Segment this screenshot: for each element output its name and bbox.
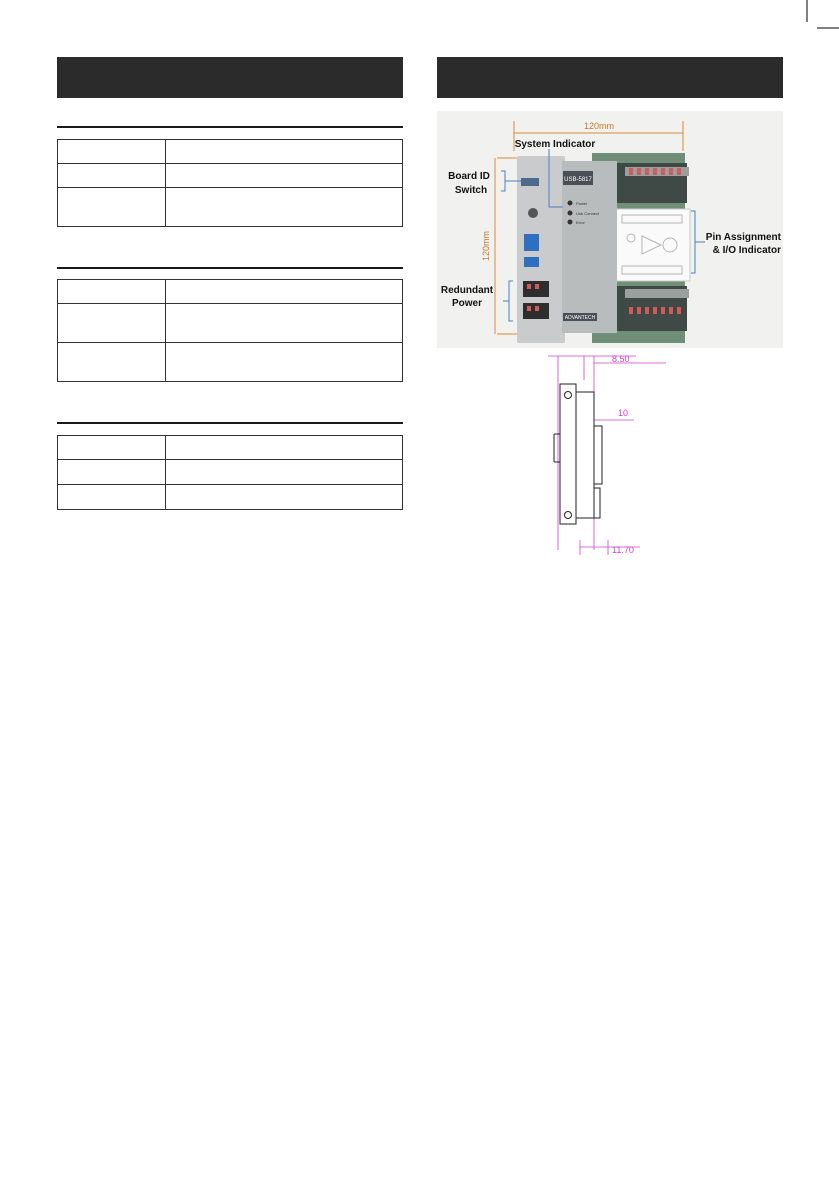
side-view-drawing [536, 350, 676, 562]
device-photo [437, 111, 783, 348]
dimension-label: 10 [618, 408, 629, 418]
board-id-label-2: Switch [454, 185, 488, 196]
redundant-power-label-2: Power [451, 298, 483, 309]
dimension-label: 8.50 [612, 354, 630, 364]
spec-table-3 [57, 435, 403, 510]
table-row [58, 188, 403, 227]
section-header-left [57, 57, 403, 98]
table-row [58, 140, 403, 164]
redundant-power-label: Redundant [440, 285, 494, 296]
dimension-label: 11.70 [612, 545, 634, 555]
pin-assignment-label-2: & I/O Indicator [712, 245, 781, 256]
table-row [58, 485, 403, 510]
spec-table-1 [57, 139, 403, 227]
table-rule [57, 126, 403, 128]
led-error-label: Error [576, 220, 585, 225]
table-rule [57, 422, 403, 424]
width-dimension: 120mm [583, 121, 615, 131]
table-row [58, 343, 403, 382]
led-usb-label: Usb Connect [576, 211, 600, 216]
system-indicator-label: System Indicator [514, 139, 596, 150]
height-dimension: 120mm [481, 230, 491, 262]
pin-assignment-label: Pin Assignment [705, 232, 781, 243]
crop-mark [797, 0, 839, 38]
table-row [58, 460, 403, 485]
brand-logo: ADVANTECH [564, 315, 596, 321]
device-model-label: USB-5817 [564, 177, 592, 183]
table-row [58, 436, 403, 460]
led-power-label: Power [576, 201, 588, 206]
section-header-right [437, 57, 783, 98]
spec-table-2 [57, 279, 403, 382]
board-id-label: Board ID [448, 171, 490, 182]
table-row [58, 164, 403, 188]
table-rule [57, 267, 403, 269]
table-row [58, 304, 403, 343]
table-row [58, 280, 403, 304]
